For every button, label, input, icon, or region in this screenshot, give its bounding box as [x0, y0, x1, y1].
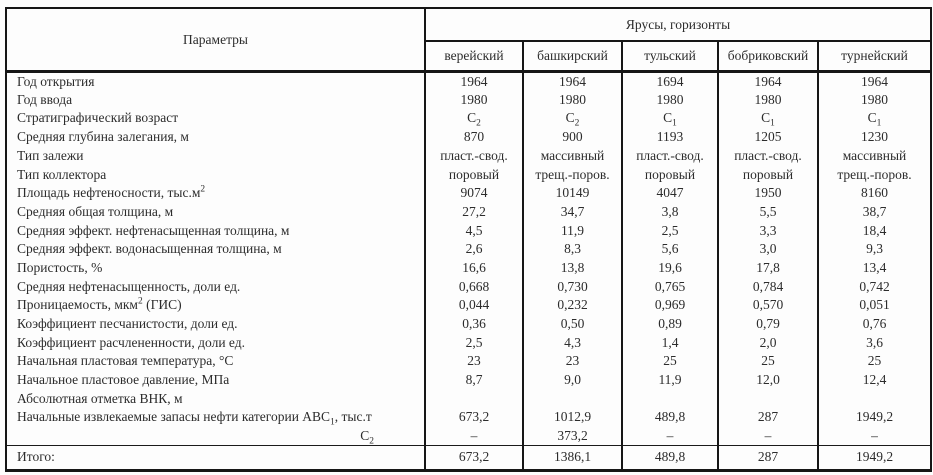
value-cell: 1950 — [718, 184, 818, 203]
value-cell: 25 — [818, 352, 931, 371]
value-cell: 1964 — [425, 72, 523, 91]
param-label: Начальные извлекаемые запасы нефти категории $АВС_1$, тыс.т — [17, 409, 372, 429]
value-cell — [818, 389, 931, 408]
column-header-tulsky: тульский — [622, 41, 718, 72]
table-row — [6, 352, 931, 371]
value-cell: 0,044 — [425, 296, 523, 315]
value-cell: 1949,2 — [818, 445, 931, 470]
parameters-table — [5, 7, 932, 472]
value-cell: 16,6 — [425, 258, 523, 277]
param-label: Средняя глубина залегания, м — [17, 129, 189, 145]
value-cell: 1193 — [622, 128, 718, 147]
value-cell — [622, 389, 718, 408]
table-row — [6, 90, 931, 109]
value-cell: – — [622, 427, 718, 446]
value-cell: 13,8 — [523, 258, 622, 277]
value-cell: 1980 — [718, 90, 818, 109]
value-cell — [718, 389, 818, 408]
value-cell: 17,8 — [718, 258, 818, 277]
param-label: Начальная пластовая температура, °С — [17, 353, 234, 369]
value-cell: 287 — [718, 445, 818, 470]
value-cell: поровый — [718, 165, 818, 184]
value-cell: 5,6 — [622, 240, 718, 259]
value-cell: $С_2$ — [523, 109, 622, 128]
value-cell: 25 — [718, 352, 818, 371]
column-header-vereysky: верейский — [425, 41, 523, 72]
value-cell: трещ.-поров. — [523, 165, 622, 184]
value-cell: 0,36 — [425, 314, 523, 333]
value-cell: 489,8 — [622, 408, 718, 427]
value-cell: 0,784 — [718, 277, 818, 296]
value-cell: 3,6 — [818, 333, 931, 352]
param-label: Средняя эффект. водонасыщенная толщина, м — [17, 241, 282, 257]
param-label: Год ввода — [17, 91, 73, 107]
value-cell: 1980 — [523, 90, 622, 109]
value-cell: 0,742 — [818, 277, 931, 296]
value-cell: 8,7 — [425, 371, 523, 390]
table-row — [6, 146, 931, 165]
value-cell: 2,0 — [718, 333, 818, 352]
param-label: Стратиграфический возраст — [17, 110, 179, 126]
value-cell: 4,5 — [425, 221, 523, 240]
value-cell: 1964 — [818, 72, 931, 91]
param-label: Пористость, % — [17, 259, 103, 275]
value-cell: 0,76 — [818, 314, 931, 333]
value-cell: поровый — [622, 165, 718, 184]
value-cell: 0,50 — [523, 314, 622, 333]
value-cell: 0,89 — [622, 314, 718, 333]
value-cell: массивный — [818, 146, 931, 165]
table-row — [6, 221, 931, 240]
value-cell: 1694 — [622, 72, 718, 91]
value-cell: 18,4 — [818, 221, 931, 240]
value-cell: 1949,2 — [818, 408, 931, 427]
value-cell: 900 — [523, 128, 622, 147]
value-cell: 3,8 — [622, 202, 718, 221]
group-header-horizons: Ярусы, горизонты — [425, 8, 931, 41]
table-row — [6, 184, 931, 203]
value-cell: 4047 — [622, 184, 718, 203]
table-row — [6, 258, 931, 277]
params-column-header: Параметры — [6, 8, 425, 72]
param-label: Средняя эффект. нефтенасыщенная толщина, м — [17, 222, 290, 238]
value-cell: трещ.-поров. — [818, 165, 931, 184]
table-row — [6, 427, 931, 446]
value-cell: $С_1$ — [818, 109, 931, 128]
value-cell: 12,4 — [818, 371, 931, 390]
value-cell: 0,668 — [425, 277, 523, 296]
value-cell: 1964 — [523, 72, 622, 91]
value-cell: 11,9 — [622, 371, 718, 390]
value-cell: 673,2 — [425, 445, 523, 470]
param-label: Абсолютная отметка ВНК, м — [17, 390, 183, 406]
param-label: Средняя нефтенасыщенность, доли ед. — [17, 278, 241, 294]
value-cell: 1386,1 — [523, 445, 622, 470]
value-cell: 23 — [523, 352, 622, 371]
value-cell: $С_1$ — [718, 109, 818, 128]
table-row — [6, 314, 931, 333]
table-row — [6, 165, 931, 184]
value-cell: 38,7 — [818, 202, 931, 221]
column-header-bobrikovsky: бобриковский — [718, 41, 818, 72]
value-cell: поровый — [425, 165, 523, 184]
table-row — [6, 389, 931, 408]
value-cell — [425, 389, 523, 408]
table-row — [6, 128, 931, 147]
value-cell: 0,79 — [718, 314, 818, 333]
value-cell: 287 — [718, 408, 818, 427]
value-cell: 373,2 — [523, 427, 622, 446]
value-cell: 1012,9 — [523, 408, 622, 427]
table-row — [6, 333, 931, 352]
param-label: Средняя общая толщина, м — [17, 203, 174, 219]
value-cell: 13,4 — [818, 258, 931, 277]
param-label: Площадь нефтеносности, $тыс.м^2$ — [17, 184, 206, 201]
value-cell: 2,6 — [425, 240, 523, 259]
value-cell: 19,6 — [622, 258, 718, 277]
param-label: Проницаемость, мкм$^2$ (ГИС) — [17, 296, 182, 313]
total-row — [6, 445, 931, 470]
value-cell: пласт.-свод. — [718, 146, 818, 165]
value-cell: 3,0 — [718, 240, 818, 259]
value-cell: 8160 — [818, 184, 931, 203]
value-cell: 23 — [425, 352, 523, 371]
table-row — [6, 371, 931, 390]
param-label: Тип коллектора — [17, 166, 107, 182]
table-row — [6, 296, 931, 315]
value-cell: 1964 — [718, 72, 818, 91]
value-cell: массивный — [523, 146, 622, 165]
value-cell — [523, 389, 622, 408]
table-header — [6, 8, 931, 72]
value-cell: 0,051 — [818, 296, 931, 315]
value-cell: 1980 — [425, 90, 523, 109]
param-label: $С_2$ — [360, 427, 374, 447]
param-label: Тип залежи — [17, 147, 84, 163]
param-label: Итого: — [6, 445, 425, 470]
column-header-bashkirsky: башкирский — [523, 41, 622, 72]
value-cell: – — [818, 427, 931, 446]
table-body — [6, 72, 931, 471]
value-cell: 9,3 — [818, 240, 931, 259]
value-cell: 2,5 — [622, 221, 718, 240]
value-cell: 1205 — [718, 128, 818, 147]
value-cell: 1230 — [818, 128, 931, 147]
value-cell: 34,7 — [523, 202, 622, 221]
value-cell: 489,8 — [622, 445, 718, 470]
column-header-turneysky: турнейский — [818, 41, 931, 72]
value-cell: – — [425, 427, 523, 446]
value-cell: 673,2 — [425, 408, 523, 427]
value-cell: 25 — [622, 352, 718, 371]
param-label: Коэффициент песчанистости, доли ед. — [17, 316, 238, 332]
value-cell: – — [718, 427, 818, 446]
table-row — [6, 109, 931, 128]
value-cell: 4,3 — [523, 333, 622, 352]
param-label: Начальное пластовое давление, МПа — [17, 372, 230, 388]
value-cell: 9074 — [425, 184, 523, 203]
value-cell: 9,0 — [523, 371, 622, 390]
value-cell: пласт.-свод. — [622, 146, 718, 165]
value-cell: 0,232 — [523, 296, 622, 315]
table-row — [6, 202, 931, 221]
value-cell: 1,4 — [622, 333, 718, 352]
param-label: Год открытия — [17, 73, 95, 89]
table-row — [6, 277, 931, 296]
value-cell: 870 — [425, 128, 523, 147]
value-cell: 0,730 — [523, 277, 622, 296]
value-cell: 1980 — [622, 90, 718, 109]
value-cell: 5,5 — [718, 202, 818, 221]
value-cell: 3,3 — [718, 221, 818, 240]
value-cell: 27,2 — [425, 202, 523, 221]
value-cell: $С_2$ — [425, 109, 523, 128]
value-cell: 1980 — [818, 90, 931, 109]
value-cell: 0,570 — [718, 296, 818, 315]
table-row — [6, 240, 931, 259]
param-label: Коэффициент расчлененности, доли ед. — [17, 334, 245, 350]
value-cell: 10149 — [523, 184, 622, 203]
value-cell: 12,0 — [718, 371, 818, 390]
value-cell: 0,969 — [622, 296, 718, 315]
value-cell: 2,5 — [425, 333, 523, 352]
value-cell: 0,765 — [622, 277, 718, 296]
value-cell: 8,3 — [523, 240, 622, 259]
header-group-row — [6, 8, 931, 41]
value-cell: 11,9 — [523, 221, 622, 240]
value-cell: пласт.-свод. — [425, 146, 523, 165]
table-row — [6, 408, 931, 427]
table-row — [6, 72, 931, 91]
value-cell: $С_1$ — [622, 109, 718, 128]
